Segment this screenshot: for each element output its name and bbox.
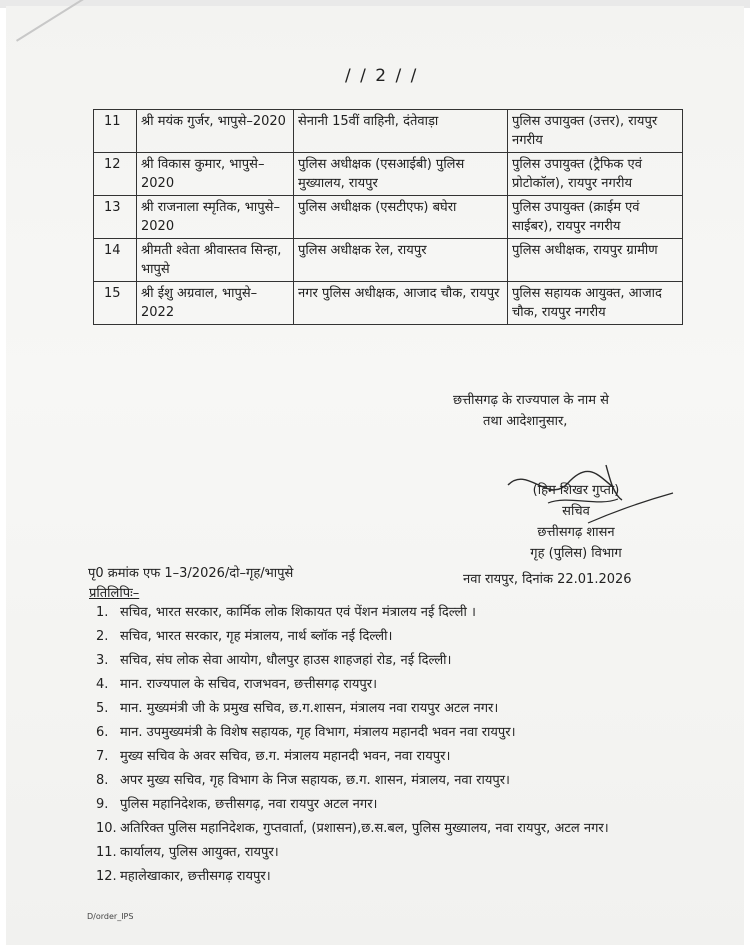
item-text: महालेखाकार, छत्तीसगढ़ रायपुर। xyxy=(120,869,271,884)
item-number: 10. xyxy=(96,821,117,836)
item-text: अतिरिक्त पुलिस महानिदेशक, गुप्तवार्ता, (प्रशासन),छ.स.बल, पुलिस मुख्यालय, नवा रायपुर, अटल नगर। xyxy=(120,821,609,836)
new-posting: पुलिस अधीक्षक, रायपुर ग्रामीण xyxy=(508,239,683,282)
item-number: 11. xyxy=(96,845,117,860)
item-text: अपर मुख्य सचिव, गृह विभाग के निज सहायक, छ.ग. शासन, मंत्रालय, नवा रायपुर। xyxy=(120,773,510,788)
item-number: 1. xyxy=(96,605,109,620)
item-text: मान. उपमुख्यमंत्री के विशेष सहायक, गृह विभाग, मंत्रालय महानदी भवन नवा रायपुर। xyxy=(120,725,516,740)
item-text: सचिव, भारत सरकार, गृह मंत्रालय, नार्थ ब्लॉक नई दिल्ली। xyxy=(120,629,393,644)
table-row xyxy=(94,110,683,153)
item-number: 6. xyxy=(96,725,109,740)
current-posting: पुलिस अधीक्षक (एसआईबी) पुलिस मुख्यालय, रायपुर xyxy=(294,153,508,196)
list-item xyxy=(92,651,662,670)
item-number: 12. xyxy=(96,869,117,884)
officer-name: श्री मयंक गुर्जर, भापुसे–2020 xyxy=(137,110,294,153)
new-posting: पुलिस उपायुक्त (उत्तर), रायपुर नगरीय xyxy=(508,110,683,153)
serial-number: 13 xyxy=(94,196,137,239)
current-posting: नगर पुलिस अधीक्षक, आजाद चौक, रायपुर xyxy=(294,282,508,325)
current-posting: सेनानी 15वीं वाहिनी, दंतेवाड़ा xyxy=(294,110,508,153)
item-number: 8. xyxy=(96,773,109,788)
list-item xyxy=(92,603,662,622)
copy-list xyxy=(92,603,662,891)
list-item xyxy=(92,819,662,838)
officer-name: श्रीमती श्वेता श्रीवास्तव सिन्हा, भापुसे xyxy=(137,239,294,282)
item-number: 2. xyxy=(96,629,109,644)
current-posting: पुलिस अधीक्षक (एसटीएफ) बघेरा xyxy=(294,196,508,239)
list-item xyxy=(92,795,662,814)
serial-number: 14 xyxy=(94,239,137,282)
table-row xyxy=(94,196,683,239)
officer-name: श्री विकास कुमार, भापुसे–2020 xyxy=(137,153,294,196)
list-item xyxy=(92,627,662,646)
item-text: मान. मुख्यमंत्री जी के प्रमुख सचिव, छ.ग.शासन, मंत्रालय नवा रायपुर अटल नगर। xyxy=(120,701,499,716)
new-posting: पुलिस सहायक आयुक्त, आजाद चौक, रायपुर नगरीय xyxy=(508,282,683,325)
table-row xyxy=(94,282,683,325)
item-text: कार्यालय, पुलिस आयुक्त, रायपुर। xyxy=(120,845,279,860)
list-item xyxy=(92,843,662,862)
signatory-designation: सचिव xyxy=(562,504,590,519)
page-number: / / 2 / / xyxy=(345,66,419,86)
officer-name: श्री ईशु अग्रवाल, भापुसे–2022 xyxy=(137,282,294,325)
list-item xyxy=(92,771,662,790)
list-item xyxy=(92,747,662,766)
copies-heading: प्रतिलिपिः– xyxy=(89,586,140,601)
signatory-name: (हिम शिखर गुप्ता) xyxy=(532,483,620,498)
new-posting: पुलिस उपायुक्त (क्राईम एवं साईबर), रायपुर नगरीय xyxy=(508,196,683,239)
list-item xyxy=(92,699,662,718)
new-posting: पुलिस उपायुक्त (ट्रैफिक एवं प्रोटोकॉल), रायपुर नगरीय xyxy=(508,153,683,196)
item-text: पुलिस महानिदेशक, छत्तीसगढ़, नवा रायपुर अटल नगर। xyxy=(120,797,378,812)
endorsement-date: नवा रायपुर, दिनांक 22.01.2026 xyxy=(463,572,632,587)
item-number: 9. xyxy=(96,797,109,812)
endorsement-reference: पृ0 क्रमांक एफ 1–3/2026/दो–गृह/भापुसे xyxy=(88,566,294,581)
signatory-government: छत्तीसगढ़ शासन xyxy=(537,525,615,540)
footer-file-code: D/order_IPS xyxy=(87,912,134,921)
transfer-table xyxy=(93,109,683,325)
officer-name: श्री राजनाला स्मृतिक, भापुसे–2020 xyxy=(137,196,294,239)
list-item xyxy=(92,723,662,742)
item-text: सचिव, भारत सरकार, कार्मिक लोक शिकायत एवं पेंशन मंत्रालय नई दिल्ली । xyxy=(120,605,476,620)
item-text: सचिव, संघ लोक सेवा आयोग, धौलपुर हाउस शाहजहां रोड, नई दिल्ली। xyxy=(120,653,452,668)
item-text: मान. राज्यपाल के सचिव, राजभवन, छत्तीसगढ़ रायपुर। xyxy=(120,677,378,692)
table-row xyxy=(94,153,683,196)
governor-line-2: तथा आदेशानुसार, xyxy=(483,414,568,429)
signatory-block xyxy=(466,480,686,564)
table-row xyxy=(94,239,683,282)
item-number: 3. xyxy=(96,653,109,668)
governor-line-1: छत्तीसगढ़ के राज्यपाल के नाम से xyxy=(453,393,609,408)
current-posting: पुलिस अधीक्षक रेल, रायपुर xyxy=(294,239,508,282)
item-number: 7. xyxy=(96,749,109,764)
serial-number: 11 xyxy=(94,110,137,153)
governor-order-line xyxy=(453,390,703,432)
list-item xyxy=(92,675,662,694)
item-number: 5. xyxy=(96,701,109,716)
item-number: 4. xyxy=(96,677,109,692)
list-item xyxy=(92,867,662,886)
item-text: मुख्य सचिव के अवर सचिव, छ.ग. मंत्रालय महानदी भवन, नवा रायपुर। xyxy=(120,749,451,764)
serial-number: 15 xyxy=(94,282,137,325)
signatory-department: गृह (पुलिस) विभाग xyxy=(530,546,622,561)
serial-number: 12 xyxy=(94,153,137,196)
